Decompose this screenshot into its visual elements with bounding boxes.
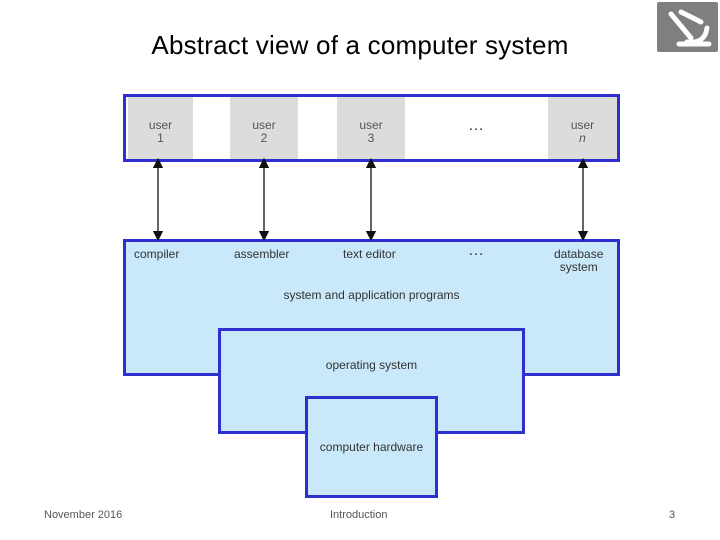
user-n-box: user n xyxy=(548,97,617,159)
programs-label: system and application programs xyxy=(283,288,460,302)
programs-ellipsis: … xyxy=(468,242,485,259)
footer-date: November 2016 xyxy=(44,509,123,521)
slide-title: Abstract view of a computer system xyxy=(151,30,569,60)
user-2-box: user 2 xyxy=(230,97,298,159)
assembler-label: assembler xyxy=(234,247,290,261)
hardware-label: computer hardware xyxy=(319,440,424,454)
os-label: operating system xyxy=(325,358,418,372)
database-system-label: database system xyxy=(554,247,604,274)
compiler-label: compiler xyxy=(134,247,180,261)
user-1-box: user 1 xyxy=(128,97,193,159)
user-3-box: user 3 xyxy=(337,97,405,159)
footer-topic: Introduction xyxy=(330,509,388,521)
text-editor-label: text editor xyxy=(343,247,396,261)
users-ellipsis: … xyxy=(468,117,485,134)
footer-page-number: 3 xyxy=(669,509,676,521)
